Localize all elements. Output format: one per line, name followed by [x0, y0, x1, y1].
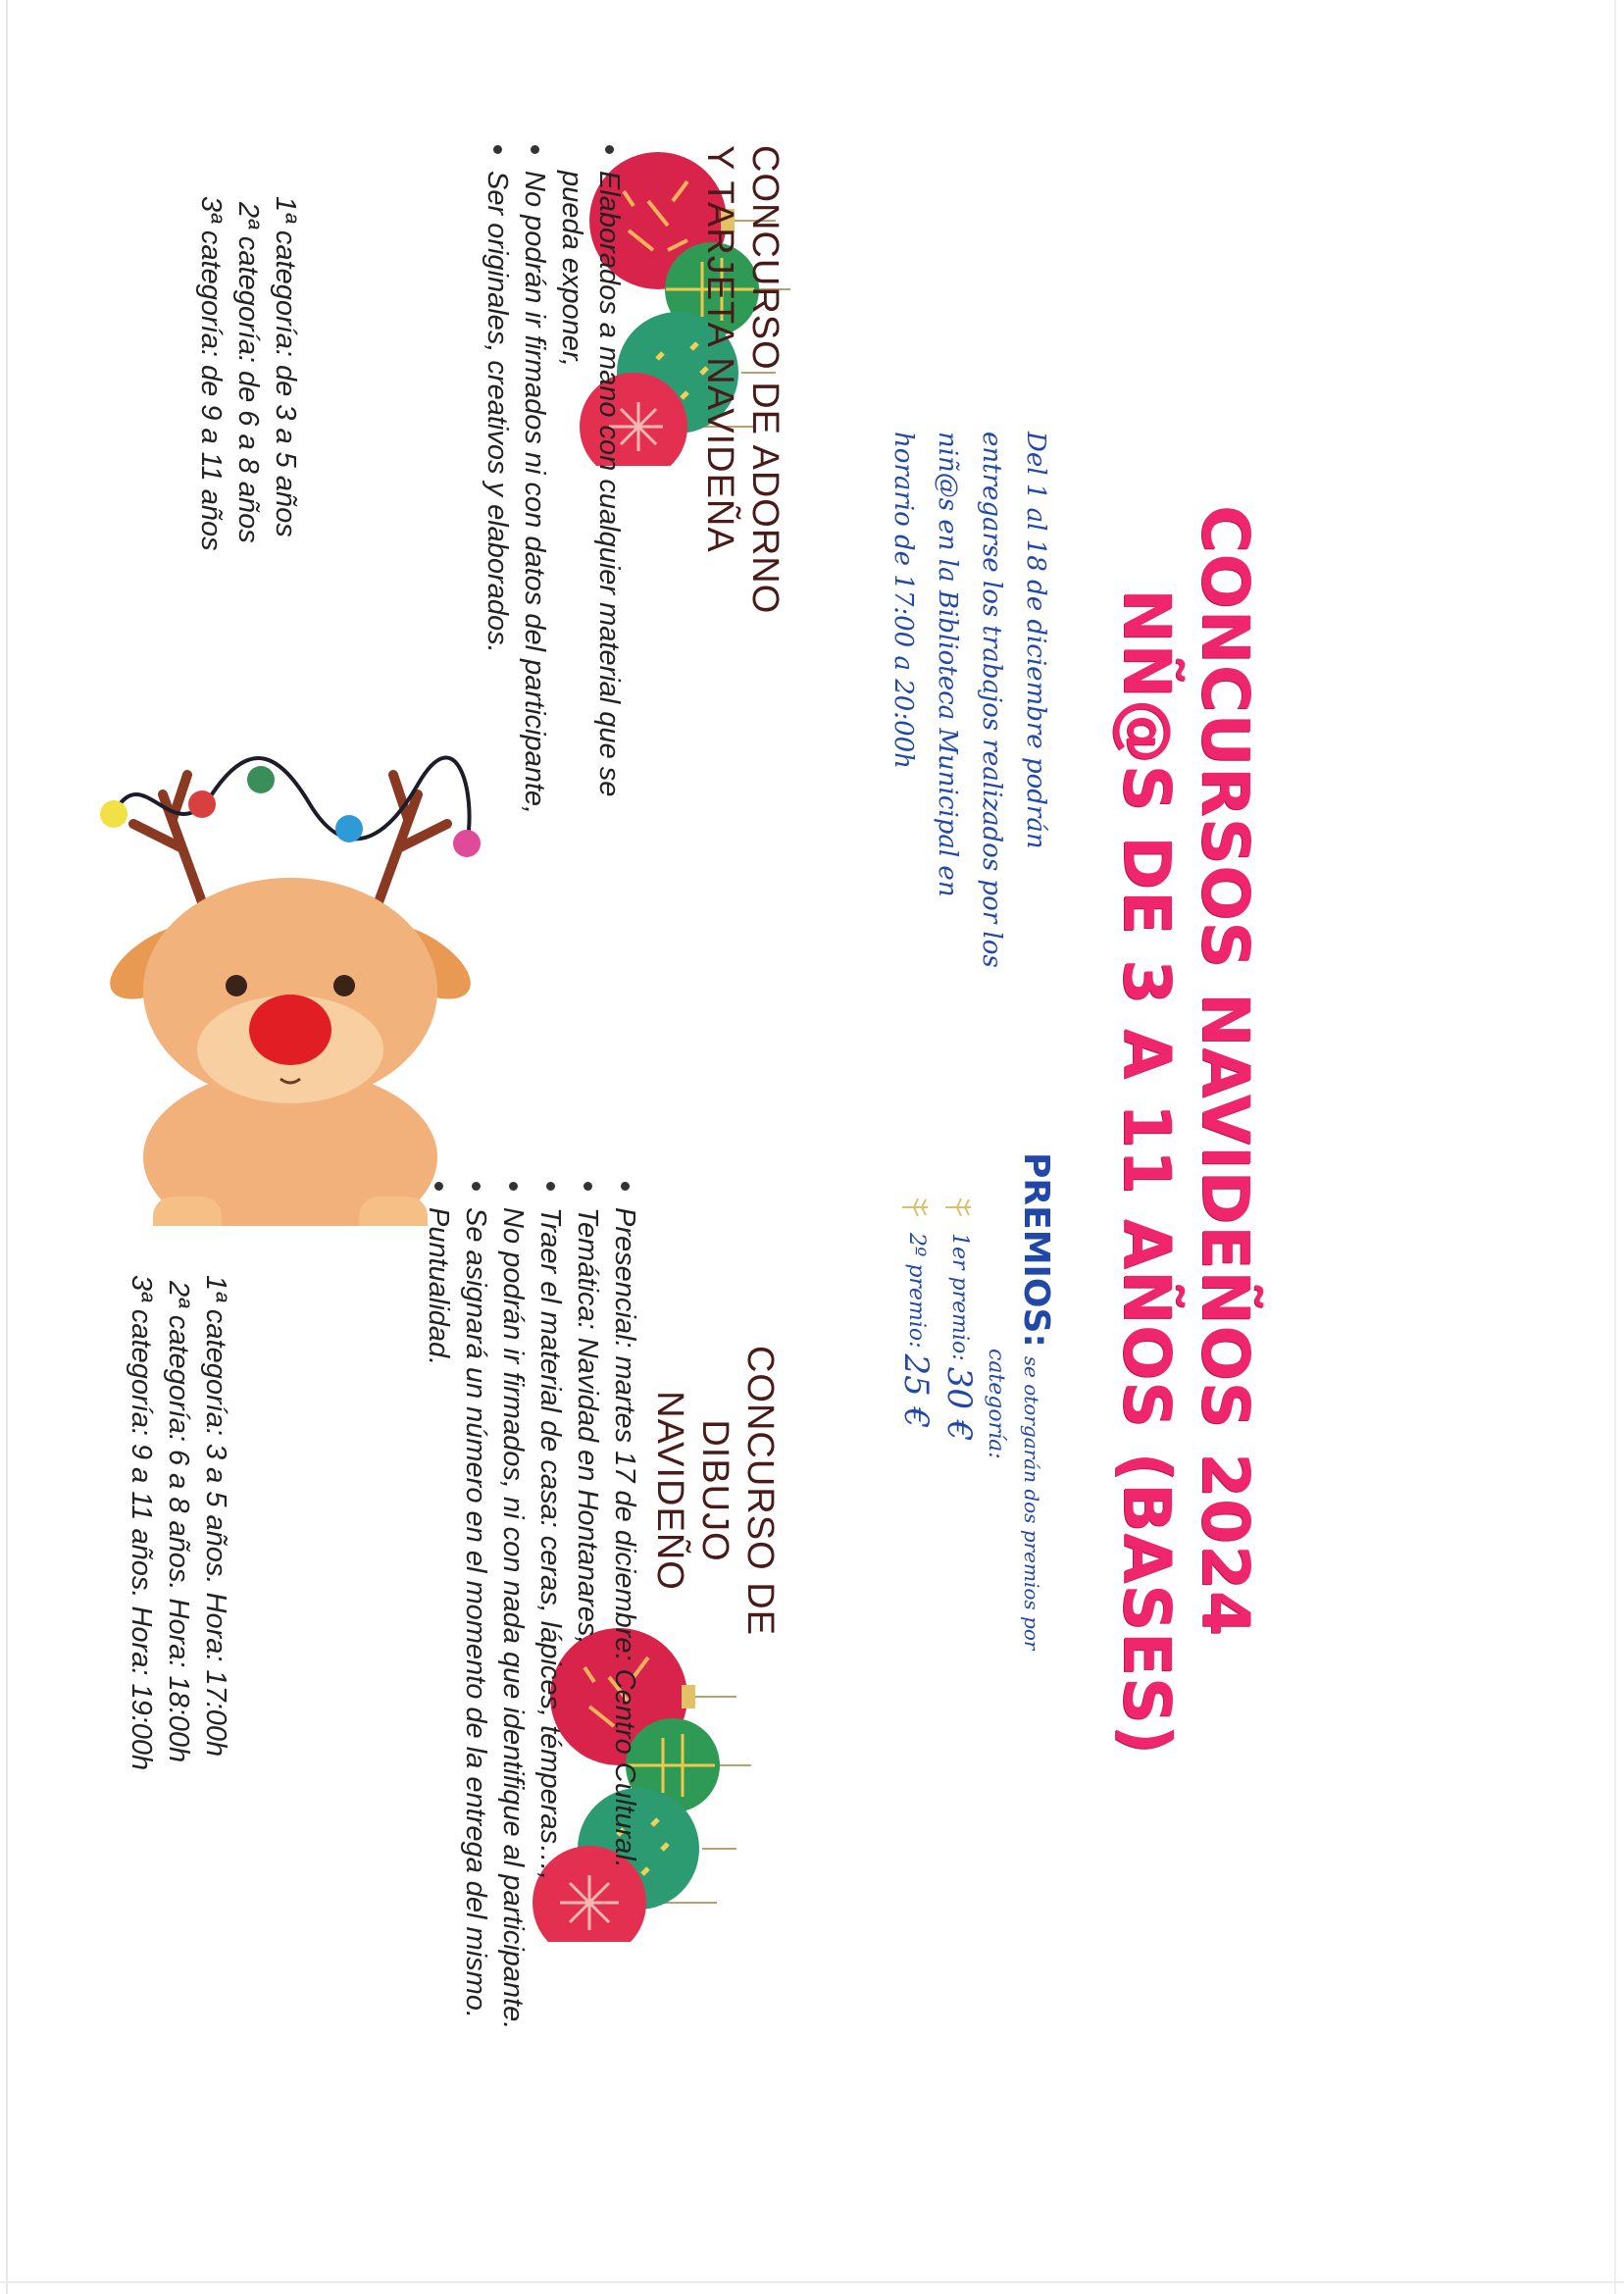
section-title-dibujo	[647, 1285, 783, 1697]
prize-value: 30 €	[939, 1366, 979, 1442]
intro-line: horario de 17:00 a 20:00h	[888, 432, 918, 769]
category-item: 2ª categoría: 6 a 8 años. Hora: 18:00h	[163, 1281, 194, 1763]
prizes-block	[894, 1152, 1057, 1662]
section-title-line: CONCURSO DE ADORNO	[744, 145, 786, 615]
prize-label: 1er premio:	[947, 1233, 972, 1361]
prize-label: 2º premio:	[904, 1233, 929, 1349]
category-item: 3ª categoría: 9 a 11 años. Hora: 19:00h	[126, 1275, 157, 1771]
list-item: Traer el material de casa: ceras, lápices, témperas…,	[532, 1182, 569, 2084]
list-item: Puntualidad.	[420, 1182, 457, 2084]
list-item: No podrán ir firmados, ni con nada que identifique al participante.	[494, 1182, 532, 2084]
section-title-line: NAVIDEÑO	[649, 1391, 690, 1591]
poster-title-line1: CONCURSOS NAVIDEÑOS 2024	[1188, 505, 1263, 1637]
section-title-line: Y TARJETA NAVIDEÑA	[699, 145, 740, 553]
list-item: No podrán ir firmados ni con datos del participante,	[516, 145, 553, 871]
dibujo-rules-list	[420, 1182, 643, 2084]
prize-first	[938, 1192, 981, 1662]
prizes-text-2: categoría:	[984, 1349, 1008, 1459]
list-item: Ser originales, creativos y elaborados.	[479, 145, 516, 871]
prizes-label: PREMIOS:	[1016, 1152, 1056, 1348]
holly-sprig-icon	[900, 1192, 932, 1223]
category-item: 1ª categoría: 3 a 5 años. Hora: 17:00h	[200, 1275, 231, 1758]
category-item: 3ª categoría: de 9 a 11 años	[195, 196, 227, 551]
section-title-line: CONCURSO DE DIBUJO	[694, 1345, 781, 1637]
prizes-heading	[1010, 1152, 1057, 1662]
category-item: 2ª categoría: de 6 a 8 años	[232, 202, 264, 543]
category-item: 1ª categoría: de 3 a 5 años	[270, 196, 301, 537]
list-item: Temática: Navidad en Hontanares,	[569, 1182, 606, 2084]
intro-line: entregarse los trabajos realizados por los	[977, 432, 1006, 968]
section-title-adorno	[697, 145, 787, 694]
intro-line: Del 1 al 18 de diciembre podrán	[1021, 432, 1050, 849]
holly-sprig-icon	[943, 1192, 975, 1223]
adorno-categories	[192, 196, 304, 551]
dibujo-categories	[123, 1275, 234, 1770]
intro-line: niñ@s en la Biblioteca Municipal en	[933, 432, 962, 897]
list-item: Elaborados a mano con cualquier material que se pueda exponer,	[553, 145, 628, 871]
prizes-text: se otorgarán dos premios por	[1020, 1355, 1043, 1651]
reindeer-illustration	[35, 755, 545, 1226]
list-item: Se asignará un número en el momento de la entrega del mismo.	[457, 1182, 494, 2084]
poster-title-line2: NÑ@S DE 3 A 11 AÑOS (BASES)	[1109, 588, 1185, 1756]
list-item: Presencial: martes 17 de diciembre: Centro Cultural.	[606, 1182, 643, 2084]
prize-value: 25 €	[896, 1353, 936, 1429]
intro-paragraph	[881, 432, 1057, 981]
prize-second	[894, 1192, 938, 1662]
